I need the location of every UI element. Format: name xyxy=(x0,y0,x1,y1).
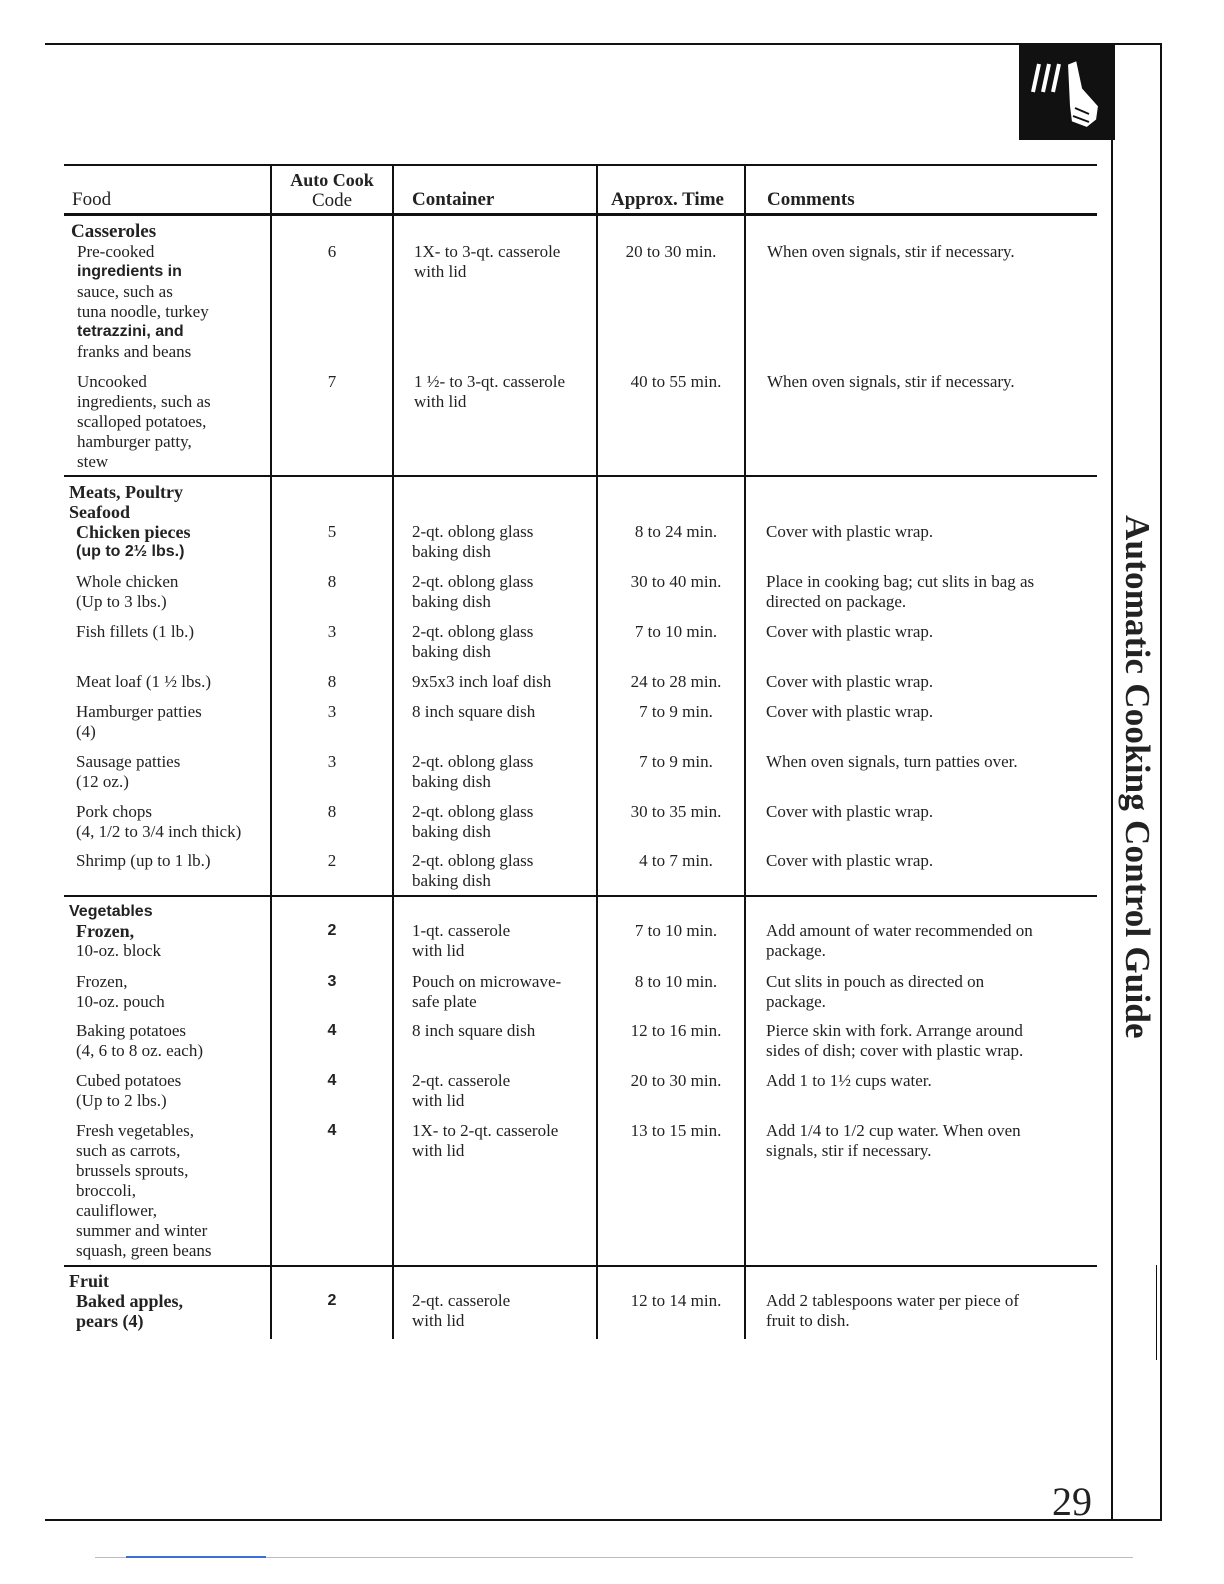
time-cell: 40 to 55 min. xyxy=(630,372,722,391)
time-cell: 12 to 14 min. xyxy=(630,1291,722,1310)
food-line: (4, 1/2 to 3/4 inch thick) xyxy=(76,822,242,841)
comments-cell xyxy=(766,522,933,542)
food-line: Shrimp (up to 1 lb.) xyxy=(76,851,211,870)
container-cell xyxy=(412,622,533,662)
food-line: Frozen, xyxy=(76,972,128,991)
time-cell: 13 to 15 min. xyxy=(630,1121,722,1140)
code-cell: 3 xyxy=(327,973,337,990)
container-line: baking dish xyxy=(412,822,491,841)
code-cell: 4 xyxy=(327,1072,337,1089)
comment-line: When oven signals, stir if necessary. xyxy=(767,372,1015,391)
code-cell: 2 xyxy=(327,851,337,870)
bottom-rule xyxy=(45,1519,1162,1521)
time-cell: 20 to 30 min. xyxy=(625,242,717,261)
food-line: Baking potatoes xyxy=(76,1021,187,1040)
code-cell: 4 xyxy=(327,1022,337,1039)
header-comments: Comments xyxy=(767,189,855,210)
food-line: Cubed potatoes xyxy=(76,1071,182,1090)
comments-cell xyxy=(766,1021,1023,1061)
food-line: brussels sprouts, xyxy=(76,1161,189,1180)
section-vegetables: Vegetables xyxy=(69,903,153,920)
food-line: (up to 2½ lbs.) xyxy=(76,543,185,560)
container-cell xyxy=(412,802,533,842)
section-meats-line1: Meats, Poultry xyxy=(69,482,183,502)
food-line: Whole chicken xyxy=(76,572,179,591)
time-cell: 8 to 24 min. xyxy=(634,522,718,541)
food-cell xyxy=(76,1121,212,1261)
food-line: stew xyxy=(77,452,109,471)
comment-line: Place in cooking bag; cut slits in bag as xyxy=(766,572,1035,591)
comments-cell xyxy=(766,702,933,722)
code-cell: 2 xyxy=(327,1292,337,1309)
container-line: with lid xyxy=(412,1091,465,1110)
code-cell: 2 xyxy=(327,922,337,939)
comments-cell xyxy=(766,752,1018,772)
code-cell: 8 xyxy=(327,672,337,691)
container-line: 2-qt. oblong glass xyxy=(412,802,534,821)
food-line: Hamburger patties xyxy=(76,702,202,721)
code-cell: 3 xyxy=(327,752,337,771)
time-cell: 30 to 40 min. xyxy=(630,572,722,591)
comment-line: directed on package. xyxy=(766,592,907,611)
container-line: 1X- to 3-qt. casserole xyxy=(414,242,561,261)
comment-line: Add amount of water recommended on xyxy=(766,921,1033,940)
container-line: with lid xyxy=(414,262,467,281)
container-cell xyxy=(412,1291,510,1331)
food-cell xyxy=(76,1291,183,1331)
container-cell xyxy=(412,1071,510,1111)
header-auto-cook-bottom: Code xyxy=(311,190,353,211)
comment-line: Cover with plastic wrap. xyxy=(766,672,934,691)
comment-line: package. xyxy=(766,992,826,1011)
time-cell: 7 to 9 min. xyxy=(639,752,713,771)
comment-line: Cut slits in pouch as directed on xyxy=(766,972,985,991)
comment-line: Cover with plastic wrap. xyxy=(766,622,934,641)
food-line: scalloped potatoes, xyxy=(77,412,207,431)
container-line: with lid xyxy=(412,1311,465,1330)
food-cell xyxy=(76,752,180,792)
container-line: with lid xyxy=(414,392,467,411)
container-line: 2-qt. casserole xyxy=(412,1291,511,1310)
hand-pointer-icon xyxy=(1019,44,1115,140)
code-cell: 4 xyxy=(327,1122,337,1139)
container-line: 2-qt. oblong glass xyxy=(412,752,534,771)
container-line: baking dish xyxy=(412,772,491,791)
food-line: 10-oz. block xyxy=(76,941,161,960)
code-cell: 6 xyxy=(327,242,337,261)
food-line: sauce, such as xyxy=(77,282,173,301)
header-food: Food xyxy=(72,189,112,210)
comments-cell xyxy=(766,622,933,642)
container-line: 2-qt. oblong glass xyxy=(412,522,534,541)
margin-rule-lower xyxy=(1156,1265,1157,1360)
food-cell xyxy=(76,802,241,842)
comments-cell xyxy=(767,242,1015,262)
comments-cell xyxy=(766,1121,1021,1161)
section-rule-fruit xyxy=(64,1265,1097,1267)
container-line: with lid xyxy=(412,1141,465,1160)
food-cell xyxy=(76,702,202,742)
section-casseroles: Casseroles xyxy=(71,221,157,242)
container-line: baking dish xyxy=(412,871,491,890)
food-cell xyxy=(76,522,191,562)
food-line: Meat loaf (1 ½ lbs.) xyxy=(76,672,212,691)
time-cell: 7 to 10 min. xyxy=(634,921,718,940)
food-line: such as carrots, xyxy=(76,1141,181,1160)
comment-line: Pierce skin with fork. Arrange around xyxy=(766,1021,1023,1040)
food-line: tuna noodle, turkey xyxy=(77,302,209,321)
container-line: 1-qt. casserole xyxy=(412,921,511,940)
container-cell xyxy=(412,1121,558,1161)
time-cell: 12 to 16 min. xyxy=(630,1021,722,1040)
container-line: 2-qt. oblong glass xyxy=(412,622,534,641)
code-cell: 8 xyxy=(327,802,337,821)
code-cell: 8 xyxy=(327,572,337,591)
container-cell xyxy=(412,972,561,1012)
food-line: ingredients, such as xyxy=(77,392,211,411)
container-line: baking dish xyxy=(412,592,491,611)
container-cell xyxy=(412,1021,535,1041)
food-line: summer and winter xyxy=(76,1221,208,1240)
comment-line: Add 2 tablespoons water per piece of xyxy=(766,1291,1020,1310)
food-line: tetrazzini, and xyxy=(77,323,184,340)
food-cell xyxy=(77,372,211,472)
code-cell: 3 xyxy=(327,622,337,641)
food-line: Pre-cooked xyxy=(77,242,155,261)
section-fruit: Fruit xyxy=(69,1271,109,1291)
header-time: Approx. Time xyxy=(611,189,724,210)
food-line: Chicken pieces xyxy=(76,522,191,542)
container-cell xyxy=(412,752,533,792)
comments-cell xyxy=(766,572,1034,612)
food-line: Frozen, xyxy=(76,921,135,941)
food-line: Fish fillets (1 lb.) xyxy=(76,622,195,641)
comment-line: signals, stir if necessary. xyxy=(766,1141,932,1160)
food-line: pears (4) xyxy=(76,1311,144,1331)
section-meats-line2: Seafood xyxy=(69,502,131,522)
container-line: baking dish xyxy=(412,542,491,561)
comments-cell xyxy=(766,672,933,692)
time-cell: 7 to 9 min. xyxy=(639,702,713,721)
container-line: 1X- to 2-qt. casserole xyxy=(412,1121,559,1140)
table-top-rule xyxy=(64,164,1097,166)
time-cell: 8 to 10 min. xyxy=(634,972,718,991)
time-cell: 7 to 10 min. xyxy=(634,622,718,641)
container-cell xyxy=(412,672,551,692)
container-line: 2-qt. oblong glass xyxy=(412,851,534,870)
footer-accent-line xyxy=(126,1556,266,1558)
comment-line: Cover with plastic wrap. xyxy=(766,802,934,821)
comments-cell xyxy=(766,921,1033,961)
container-cell xyxy=(412,702,535,722)
code-cell: 5 xyxy=(327,522,337,541)
comment-line: package. xyxy=(766,941,826,960)
food-line: cauliflower, xyxy=(76,1201,157,1220)
comments-cell xyxy=(767,372,1015,392)
comment-line: Add 1/4 to 1/2 cup water. When oven xyxy=(766,1121,1021,1140)
food-line: (4) xyxy=(76,722,96,741)
food-line: (4, 6 to 8 oz. each) xyxy=(76,1041,203,1060)
container-line: with lid xyxy=(412,941,465,960)
time-cell: 24 to 28 min. xyxy=(630,672,722,691)
section-rule-meats xyxy=(64,475,1097,477)
container-cell xyxy=(412,572,533,612)
container-cell xyxy=(412,851,533,891)
food-line: Uncooked xyxy=(77,372,147,391)
header-auto-cook-top: Auto Cook xyxy=(290,170,374,190)
top-rule xyxy=(45,43,1162,45)
container-line: 9x5x3 inch loaf dish xyxy=(412,672,552,691)
container-line: Pouch on microwave- xyxy=(412,972,562,991)
food-line: hamburger patty, xyxy=(77,432,192,451)
food-cell xyxy=(77,242,209,362)
food-line: franks and beans xyxy=(77,342,192,361)
comment-line: fruit to dish. xyxy=(766,1311,850,1330)
section-rule-vegetables xyxy=(64,895,1097,897)
food-line: Fresh vegetables, xyxy=(76,1121,195,1140)
food-line: (Up to 3 lbs.) xyxy=(76,592,167,611)
container-cell xyxy=(414,372,565,412)
comments-cell xyxy=(766,972,984,1012)
time-cell: 4 to 7 min. xyxy=(639,851,713,870)
food-line: 10-oz. pouch xyxy=(76,992,165,1011)
food-line: Pork chops xyxy=(76,802,153,821)
food-cell xyxy=(76,1021,203,1061)
time-cell: 30 to 35 min. xyxy=(630,802,722,821)
container-cell xyxy=(414,242,560,282)
page-number: 29 xyxy=(1052,1479,1092,1524)
food-line: Sausage patties xyxy=(76,752,181,771)
container-cell xyxy=(412,921,510,961)
food-line: broccoli, xyxy=(76,1181,136,1200)
food-cell xyxy=(76,572,178,612)
col-rule-2 xyxy=(392,164,394,1339)
food-line: squash, green beans xyxy=(76,1241,212,1260)
side-title-text: Automatic Cooking Control Guide xyxy=(1118,515,1157,1039)
container-line: 2-qt. oblong glass xyxy=(412,572,534,591)
container-line: 2-qt. casserole xyxy=(412,1071,511,1090)
comment-line: When oven signals, turn patties over. xyxy=(766,752,1018,771)
side-title xyxy=(1105,515,1165,1055)
food-cell xyxy=(76,972,165,1012)
comment-line: When oven signals, stir if necessary. xyxy=(767,242,1015,261)
container-line: baking dish xyxy=(412,642,491,661)
time-cell: 20 to 30 min. xyxy=(630,1071,722,1090)
code-cell: 3 xyxy=(327,702,337,721)
container-line: 8 inch square dish xyxy=(412,1021,536,1040)
food-line: (Up to 2 lbs.) xyxy=(76,1091,167,1110)
food-cell xyxy=(76,851,211,871)
container-line: 8 inch square dish xyxy=(412,702,536,721)
food-line: (12 oz.) xyxy=(76,772,129,791)
header-container: Container xyxy=(412,189,495,210)
comment-line: Cover with plastic wrap. xyxy=(766,851,934,870)
food-cell xyxy=(76,1071,181,1111)
food-cell xyxy=(76,672,211,692)
comments-cell xyxy=(766,851,933,871)
comment-line: Add 1 to 1½ cups water. xyxy=(766,1071,932,1090)
container-line: 1 ½- to 3-qt. casserole xyxy=(414,372,566,391)
food-line: Baked apples, xyxy=(76,1291,184,1311)
comments-cell xyxy=(766,802,933,822)
comments-cell xyxy=(766,1071,932,1091)
food-line: ingredients in xyxy=(77,263,182,280)
code-cell: 7 xyxy=(327,372,337,391)
header-bottom-rule xyxy=(64,213,1097,216)
comment-line: Cover with plastic wrap. xyxy=(766,522,934,541)
food-cell xyxy=(76,622,194,642)
comment-line: Cover with plastic wrap. xyxy=(766,702,934,721)
container-cell xyxy=(412,522,533,562)
container-line: safe plate xyxy=(412,992,477,1011)
comment-line: sides of dish; cover with plastic wrap. xyxy=(766,1041,1024,1060)
header-auto-cook xyxy=(272,170,392,211)
food-cell xyxy=(76,921,161,961)
comments-cell xyxy=(766,1291,1019,1331)
